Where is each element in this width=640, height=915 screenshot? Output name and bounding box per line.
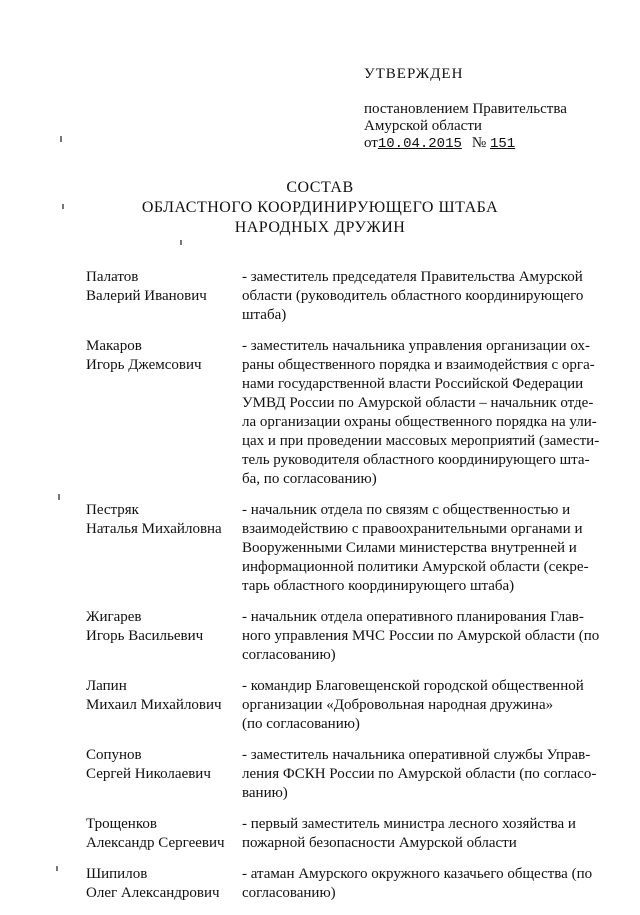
member-surname: Сопунов [86,747,142,763]
member-first-names: Валерий Иванович [86,288,207,304]
member-name [86,815,242,853]
role-line: УМВД России по Амурской области – начальник отде- [242,395,594,411]
member-role [242,337,614,489]
member-surname: Макаров [86,338,142,354]
member-name [86,865,242,903]
role-line: - заместитель председателя Правительства Амурской [242,269,583,285]
member-surname: Лапин [86,678,127,694]
approval-line-1: постановлением Правительства [364,101,567,117]
role-line: - атаман Амурского окружного казачьего общества (по [242,866,593,882]
role-line: ванию) [242,785,288,801]
member-first-names: Игорь Джемсович [86,357,202,373]
role-line: штаба) [242,307,287,323]
title-line-3: НАРОДНЫХ ДРУЖИН [234,219,406,236]
members-list [86,268,614,915]
member-name [86,677,242,734]
member-name [86,746,242,803]
approval-date-line [364,135,604,153]
role-line: раны общественного порядка и взаимодействия с орга- [242,357,595,373]
role-line: ла организации охраны общественного порядка на ули- [242,414,597,430]
member-row [86,268,614,325]
title-line-1: СОСТАВ [286,179,354,196]
role-line: (по согласованию) [242,716,360,732]
member-row [86,865,614,903]
member-row [86,608,614,665]
role-line: пожарной безопасности Амурской области [242,835,517,851]
role-line: ба, по согласованию) [242,471,377,487]
member-role [242,608,614,665]
role-line: - начальник отдела оперативного планирования Глав- [242,609,584,625]
role-line: - заместитель начальника оперативной службы Управ- [242,747,591,763]
role-line: согласованию) [242,647,336,663]
member-first-names: Сергей Николаевич [86,766,211,782]
title-line-2: ОБЛАСТНОГО КООРДИНИРУЮЩЕГО ШТАБА [141,199,499,216]
role-line: - начальник отдела по связям с общественностью и [242,502,571,518]
member-name [86,337,242,489]
member-surname: Пестряк [86,502,139,518]
role-line: взаимодействию с правоохранительными органами и [242,521,583,537]
approval-line-2: Амурской области [364,118,482,134]
role-line: области (руководитель областного координирующего [242,288,584,304]
member-first-names: Наталья Михайловна [86,521,222,537]
member-name [86,501,242,596]
member-name [86,608,242,665]
approval-number: 151 [489,136,516,152]
role-line: - первый заместитель министра лесного хозяйства и [242,816,576,832]
role-line: - командир Благовещенской городской общественной [242,678,584,694]
member-row [86,337,614,489]
member-role [242,501,614,596]
role-line: информационной политики Амурской области (секре- [242,559,589,575]
member-row [86,501,614,596]
role-line: цах и при проведении массовых мероприятий (замести- [242,433,600,449]
role-line: тель руководителя областного координирующего шта- [242,452,590,468]
member-role [242,268,614,325]
role-line: организации «Добровольная народная дружина» [242,697,554,713]
approval-date: 10.04.2015 [377,136,462,152]
approval-stamp [364,66,604,153]
role-line: тарь областного координирующего штаба) [242,578,515,594]
role-line: ного управления МЧС России по Амурской области (по [242,628,600,644]
role-line: ления ФСКН России по Амурской области (по согласо- [242,766,597,782]
member-surname: Жигарев [86,609,142,625]
role-line: - заместитель начальника управления организации ох- [242,338,590,354]
number-label: № [471,135,487,151]
document-title [0,178,640,238]
member-surname: Палатов [86,269,139,285]
member-name [86,268,242,325]
member-first-names: Михаил Михайлович [86,697,222,713]
member-role [242,746,614,803]
member-role [242,677,614,734]
member-surname: Шипилов [86,866,148,882]
member-first-names: Олег Александрович [86,885,220,901]
member-row [86,815,614,853]
approval-title: УТВЕРЖДЕН [364,66,464,82]
member-surname: Трощенков [86,816,157,832]
role-line: Вооруженными Силами министерства внутренней и [242,540,577,556]
member-row [86,746,614,803]
member-role [242,815,614,853]
member-row [86,677,614,734]
role-line: согласованию) [242,885,336,901]
member-first-names: Александр Сергеевич [86,835,225,851]
member-role [242,865,614,903]
date-prefix: от [364,135,378,151]
member-first-names: Игорь Васильевич [86,628,204,644]
role-line: нами государственной власти Российской Федерации [242,376,584,392]
